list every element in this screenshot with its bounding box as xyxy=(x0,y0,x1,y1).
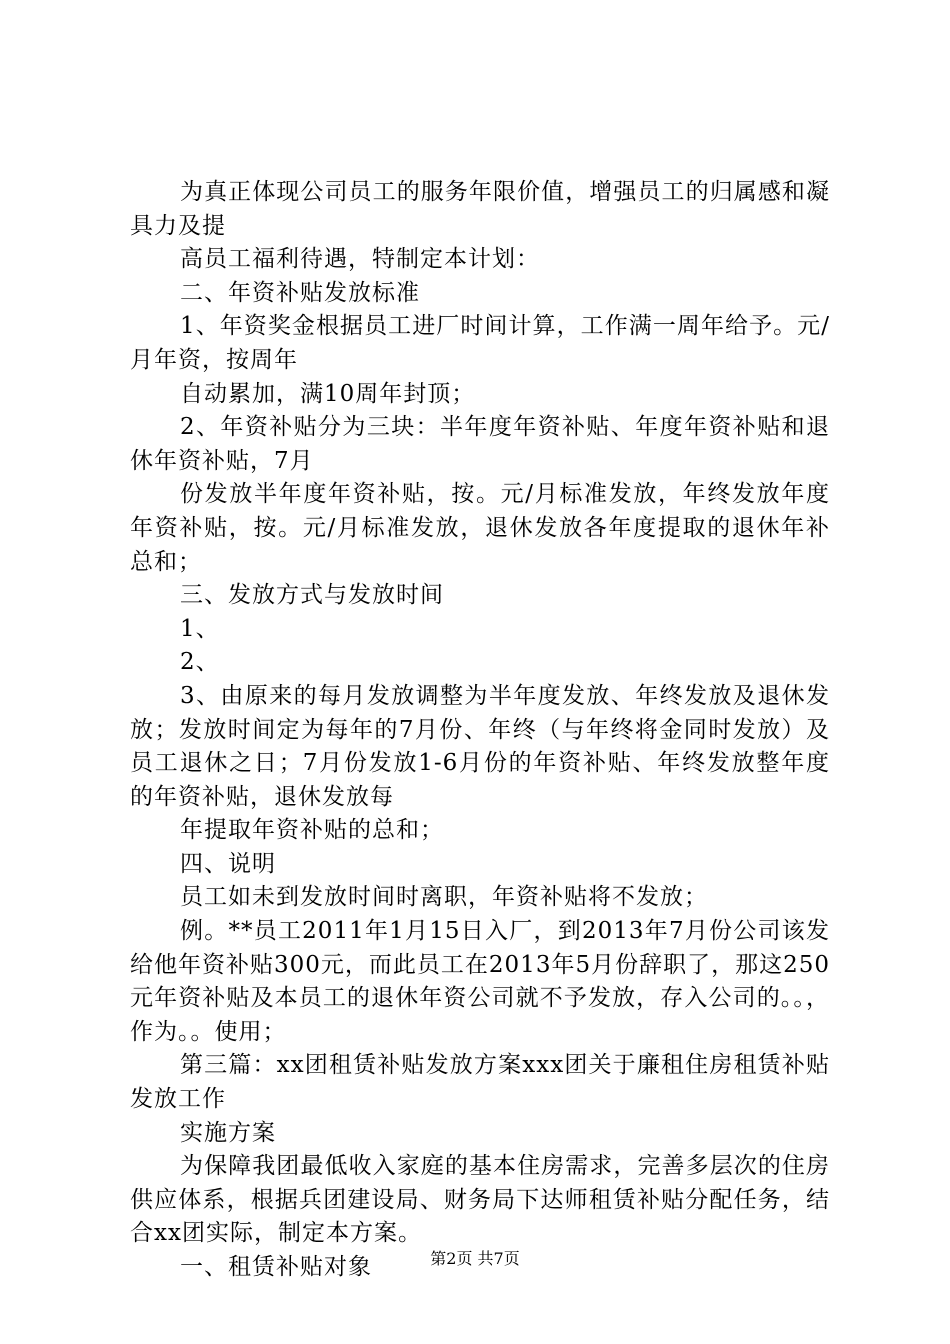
paragraph: 1、 xyxy=(180,615,220,642)
page-number: 第2页 共7页 xyxy=(430,1249,520,1268)
paragraph: 2、年资补贴分为三块：半年度年资补贴、年度年资补贴和退休年资补贴，7月 xyxy=(130,414,830,474)
paragraph: 第三篇：xx团租赁补贴发放方案xxx团关于廉租住房租赁补贴发放工作 xyxy=(130,1052,830,1113)
section-heading: 一、租赁补贴对象 xyxy=(180,1254,372,1280)
page-footer xyxy=(0,1246,950,1269)
paragraph: 3、由原来的每月发放调整为半年度发放、年终发放及退休发放；发放时间定为每年的7月份、年终（与年终将金同时发放）及员工退休之日；7月份发放1-6月份的年资补贴、年终发放整年度的年资补贴，退休发放每 xyxy=(130,682,830,810)
section-heading: 三、发放方式与发放时间 xyxy=(180,582,444,609)
paragraph: 为真正体现公司员工的服务年限价值，增强员工的归属感和凝具力及提 xyxy=(130,179,830,239)
section-heading: 四、说明 xyxy=(180,850,276,877)
paragraph: 员工如未到发放时间时离职，年资补贴将不发放； xyxy=(180,884,708,911)
paragraph: 自动累加，满10周年封顶； xyxy=(180,380,476,407)
paragraph: 高员工福利待遇，特制定本计划： xyxy=(180,246,540,273)
paragraph: 1、年资奖金根据员工进厂时间计算，工作满一周年给予。元/月年资，按周年 xyxy=(130,313,830,373)
document-body xyxy=(130,176,830,1285)
section-heading: 二、年资补贴发放标准 xyxy=(180,279,420,306)
paragraph: 实施方案 xyxy=(180,1119,276,1146)
paragraph: 2、 xyxy=(180,649,220,676)
paragraph: 年提取年资补贴的总和； xyxy=(180,817,444,844)
paragraph: 为保障我团最低收入家庭的基本住房需求，完善多层次的住房供应体系，根据兵团建设局、财务局下达师租赁补贴分配任务，结合xx团实际，制定本方案。 xyxy=(130,1153,830,1247)
paragraph: 例。**员工2011年1月15日入厂，到2013年7月份公司该发给他年资补贴300元，而此员工在2013年5月份辞职了，那这250元年资补贴及本员工的退休年资公司就不予发放，存入公司的。。，作为。。使用； xyxy=(130,918,830,1045)
paragraph: 份发放半年度年资补贴，按。元/月标准发放，年终发放年度年资补贴，按。元/月标准发放，退休发放各年度提取的退休年补总和； xyxy=(130,481,830,575)
